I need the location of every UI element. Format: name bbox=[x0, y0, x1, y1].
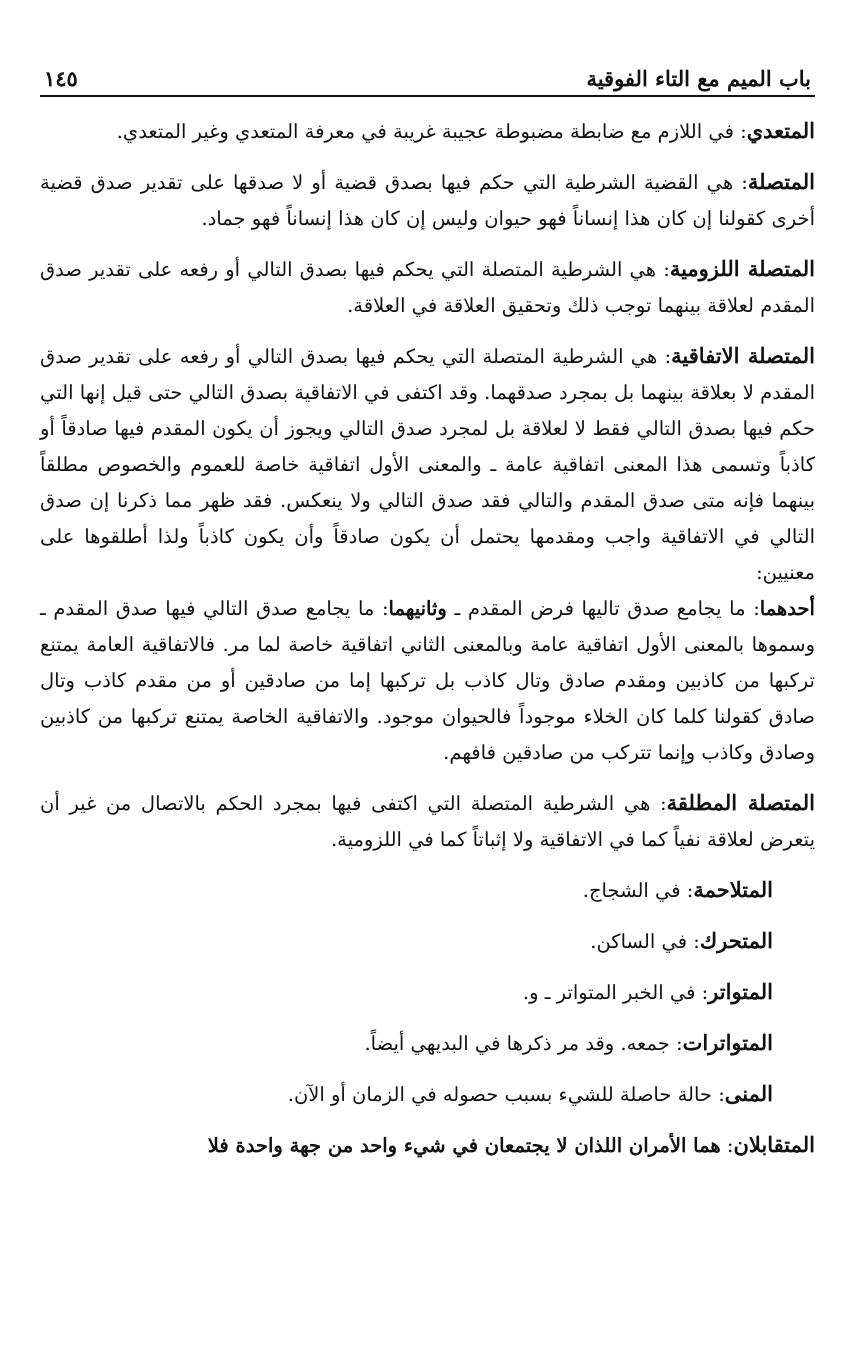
entry-term: المتقابلان bbox=[733, 1132, 815, 1157]
entry-term: المنى bbox=[724, 1081, 773, 1106]
entry-muttasila-mutlaqa: المتصلة المطلقة: هي الشرطية المتصلة التي اكتفى فيها بمجرد الحكم بالاتصال من غير أن يتعرض لعلاقة نفياً كما في الاتفاقية ولا إثباتاً كما في اللزومية. bbox=[40, 790, 815, 851]
first-meaning-label: أحدهما bbox=[759, 597, 815, 620]
entry-text: في الساكن. bbox=[590, 930, 688, 953]
entry-mutawatirat: المتواترات: جمعه. وقد مر ذكرها في البديهي أيضاً. bbox=[364, 1030, 773, 1055]
page-header bbox=[40, 55, 815, 97]
second-meaning-text: ما يجامع صدق التالي فيها صدق المقدم ـ وسموها بالمعنى الأول اتفاقية عامة وبالمعنى الثاني اتفاقية خاصة لما مر. فالاتفاقية العامة يمتنع تركبها من كاذبين ومقدم صادق وتال كاذب بل تركبها إما من صادقين أو من مقدم كاذب وتال صادق كقولنا كلما كان الخلاء موجوداً فالحيوان موجود. والاتفاقية الخاصة يمتنع تركبها من كاذبين وصادق وكاذب وإنما تتركب من صادقين فافهم. bbox=[40, 597, 815, 764]
running-title: باب الميم مع التاء الفوقية bbox=[586, 66, 811, 91]
entry-text: هي الشرطية المتصلة التي يحكم فيها بصدق التالي أو رفعه على تقدير صدق المقدم لا بعلاقة بينهما بل بمجرد صدقهما. وقد اكتفى في الاتفاقية بصدق التالي حتى قيل إنها التي حكم فيها بصدق التالي فقط لا لعلاقة بل لمجرد صدق التالي ويجوز أن يكون المقدم فيها صادقاً أو كاذباً وتسمى هذا المعنى اتفاقية عامة ـ والمعنى الأول اتفاقية خاصة للعموم والخصوص مطلقاً بينهما فإنه متى صدق المقدم والتالي فقد صدق التالي ولا ينعكس. فقد ظهر مما ذكرنا إن صدق التالي في الاتفاقية واجب ومقدمها يحتمل أن يكون صادقاً وأن يكون كاذباً ولذا أطلقوها على معنيين: bbox=[40, 345, 815, 584]
entry-mutalahima: المتلاحمة: في الشجاج. bbox=[582, 877, 773, 902]
entry-mutaqabilan: المتقابلان: هما الأمران اللذان لا يجتمعان في شيء واحد من جهة واحدة فلا bbox=[207, 1132, 815, 1157]
entry-muttasila-luzumiyya: المتصلة اللزومية: هي الشرطية المتصلة التي يحكم فيها بصدق التالي أو رفعه على تقدير صدق المقدم لعلاقة بينهما توجب ذلك وتحقيق العلاقة في العلاقة. bbox=[40, 256, 815, 317]
entry-term: المتلاحمة bbox=[693, 877, 773, 902]
entry-mutawatir: المتواتر: في الخبر المتواتر ـ و. bbox=[522, 979, 773, 1004]
entry-mutaaddi: المتعدي: في اللازم مع ضابطة مضبوطة عجيبة غريبة في معرفة المتعدي وغير المتعدي. bbox=[116, 118, 815, 143]
entry-text: هي الشرطية المتصلة التي اكتفى فيها بمجرد الحكم بالاتصال من غير أن يتعرض لعلاقة نفياً كما في الاتفاقية ولا إثباتاً كما في اللزومية. bbox=[40, 792, 815, 851]
entry-term: المتعدي bbox=[746, 118, 815, 143]
entry-text: جمعه. وقد مر ذكرها في البديهي أيضاً. bbox=[364, 1032, 670, 1055]
entry-text: حالة حاصلة للشيء بسبب حصوله في الزمان أو الآن. bbox=[287, 1083, 712, 1106]
entry-text: هي القضية الشرطية التي حكم فيها بصدق قضية أو لا صدقها على تقدير صدق قضية أخرى كقولنا إن كان هذا إنساناً فهو حيوان وليس إن كان هذا إنساناً فهو جماد. bbox=[40, 171, 815, 230]
page-content bbox=[40, 97, 815, 1164]
entry-muttasila-ittifaqiyya: المتصلة الاتفاقية: هي الشرطية المتصلة التي يحكم فيها بصدق التالي أو رفعه على تقدير صدق المقدم لا بعلاقة بينهما بل بمجرد صدقهما. وقد اكتفى في الاتفاقية بصدق التالي حتى قيل إنها التي حكم فيها بصدق التالي فقط لا لعلاقة بل لمجرد صدق التالي ويجوز أن يكون المقدم فيها صادقاً أو كاذباً وتسمى هذا المعنى اتفاقية عامة ـ والمعنى الأول اتفاقية خاصة للعموم والخصوص مطلقاً بينهما فإنه متى صدق المقدم والتالي فقد صدق التالي ولا ينعكس. فقد ظهر مما ذكرنا إن صدق التالي في الاتفاقية واجب ومقدمها يحتمل أن يكون صادقاً وأن يكون كاذباً ولذا أطلقوها على معنيين: أحدهما: ما يجامع صدق تاليها فرض المقدم ـ وثانيهما: ما يجامع صدق التالي فيها صدق المقدم ـ وسموها بالمعنى الأول اتفاقية عامة وبالمعنى الثاني اتفاقية خاصة لما مر. فالاتفاقية العامة يمتنع تركبها من كاذبين ومقدم صادق وتال كاذب بل تركبها إما من صادقين أو من مقدم كاذب وتال صادق كقولنا كلما كان الخلاء موجوداً فالحيوان موجود. والاتفاقية الخاصة يمتنع تركبها من كاذبين وصادق وكاذب وإنما تتركب من صادقين فافهم. bbox=[40, 343, 815, 764]
page-number: ١٤٥ bbox=[44, 66, 78, 91]
entry-term: المتواترات bbox=[682, 1030, 773, 1055]
entry-term: المتحرك bbox=[699, 928, 773, 953]
entry-text: هما الأمران اللذان لا يجتمعان في شيء واحد من جهة واحدة فلا bbox=[207, 1134, 721, 1157]
entry-text: في الشجاج. bbox=[582, 879, 681, 902]
entry-term: المتصلة bbox=[747, 169, 815, 194]
entry-term: المتصلة اللزومية bbox=[669, 256, 815, 281]
entry-mana: المنى: حالة حاصلة للشيء بسبب حصوله في الزمان أو الآن. bbox=[287, 1081, 773, 1106]
first-meaning-text: ما يجامع صدق تاليها فرض المقدم ـ bbox=[454, 597, 746, 620]
entry-text: في الخبر المتواتر ـ و. bbox=[522, 981, 696, 1004]
entry-term: المتصلة المطلقة bbox=[666, 790, 815, 815]
entry-mutaharrik: المتحرك: في الساكن. bbox=[590, 928, 773, 953]
entry-term: المتواتر bbox=[708, 979, 773, 1004]
entry-term: المتصلة الاتفاقية bbox=[671, 343, 815, 368]
entry-text: في اللازم مع ضابطة مضبوطة عجيبة غريبة في معرفة المتعدي وغير المتعدي. bbox=[116, 120, 734, 143]
entry-muttasila: المتصلة: هي القضية الشرطية التي حكم فيها بصدق قضية أو لا صدقها على تقدير صدق قضية أخرى كقولنا إن كان هذا إنساناً فهو حيوان وليس إن كان هذا إنساناً فهو جماد. bbox=[40, 169, 815, 230]
entry-text: هي الشرطية المتصلة التي يحكم فيها بصدق التالي أو رفعه على تقدير صدق المقدم لعلاقة بينهما توجب ذلك وتحقيق العلاقة في العلاقة. bbox=[40, 258, 815, 317]
second-meaning-label: وثانيهما bbox=[388, 597, 447, 620]
